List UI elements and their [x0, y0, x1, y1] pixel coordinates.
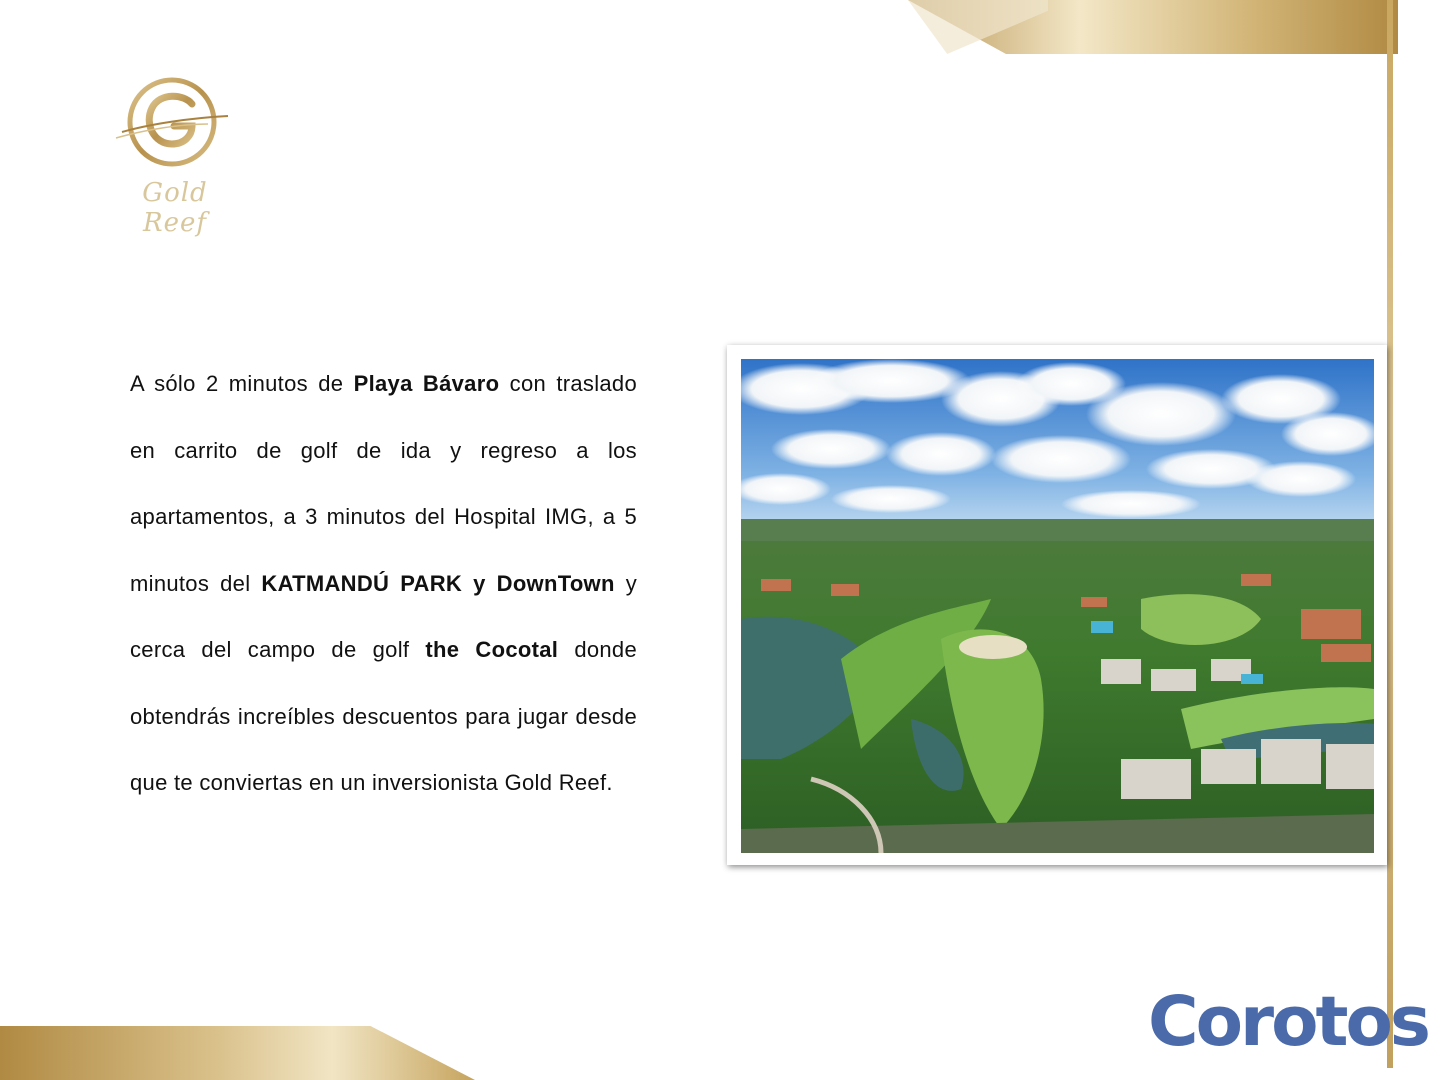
gold-vertical-rule — [1387, 0, 1393, 1068]
text-run: donde obtendrás increíbles descuentos para jugar desde que te conviertas en un inversionista Gold Reef. — [130, 637, 637, 795]
text-run: A sólo 2 minutos de — [130, 371, 354, 396]
bold-phrase: Playa Bávaro — [353, 371, 500, 396]
logo-script-text: Gold Reef — [142, 178, 208, 238]
text-run: y cerca del campo de golf — [130, 570, 638, 662]
logo-emblem-icon — [110, 74, 240, 174]
aerial-golf-photo — [741, 359, 1374, 853]
description-paragraph — [130, 351, 637, 817]
bold-phrase: the Cocotal — [425, 637, 559, 662]
text-run: con traslado en carrito de golf de ida y regreso a los apartamentos, a 3 minutos del Hospital IMG, a 5 minutos del — [130, 371, 637, 596]
corotos-watermark: Corotos — [1148, 982, 1428, 1062]
gold-reef-logo — [110, 74, 240, 238]
gold-corner-bottom — [0, 1026, 475, 1080]
photo-frame — [727, 345, 1387, 865]
bold-phrase: KATMANDÚ PARK y DownTown — [261, 570, 615, 596]
